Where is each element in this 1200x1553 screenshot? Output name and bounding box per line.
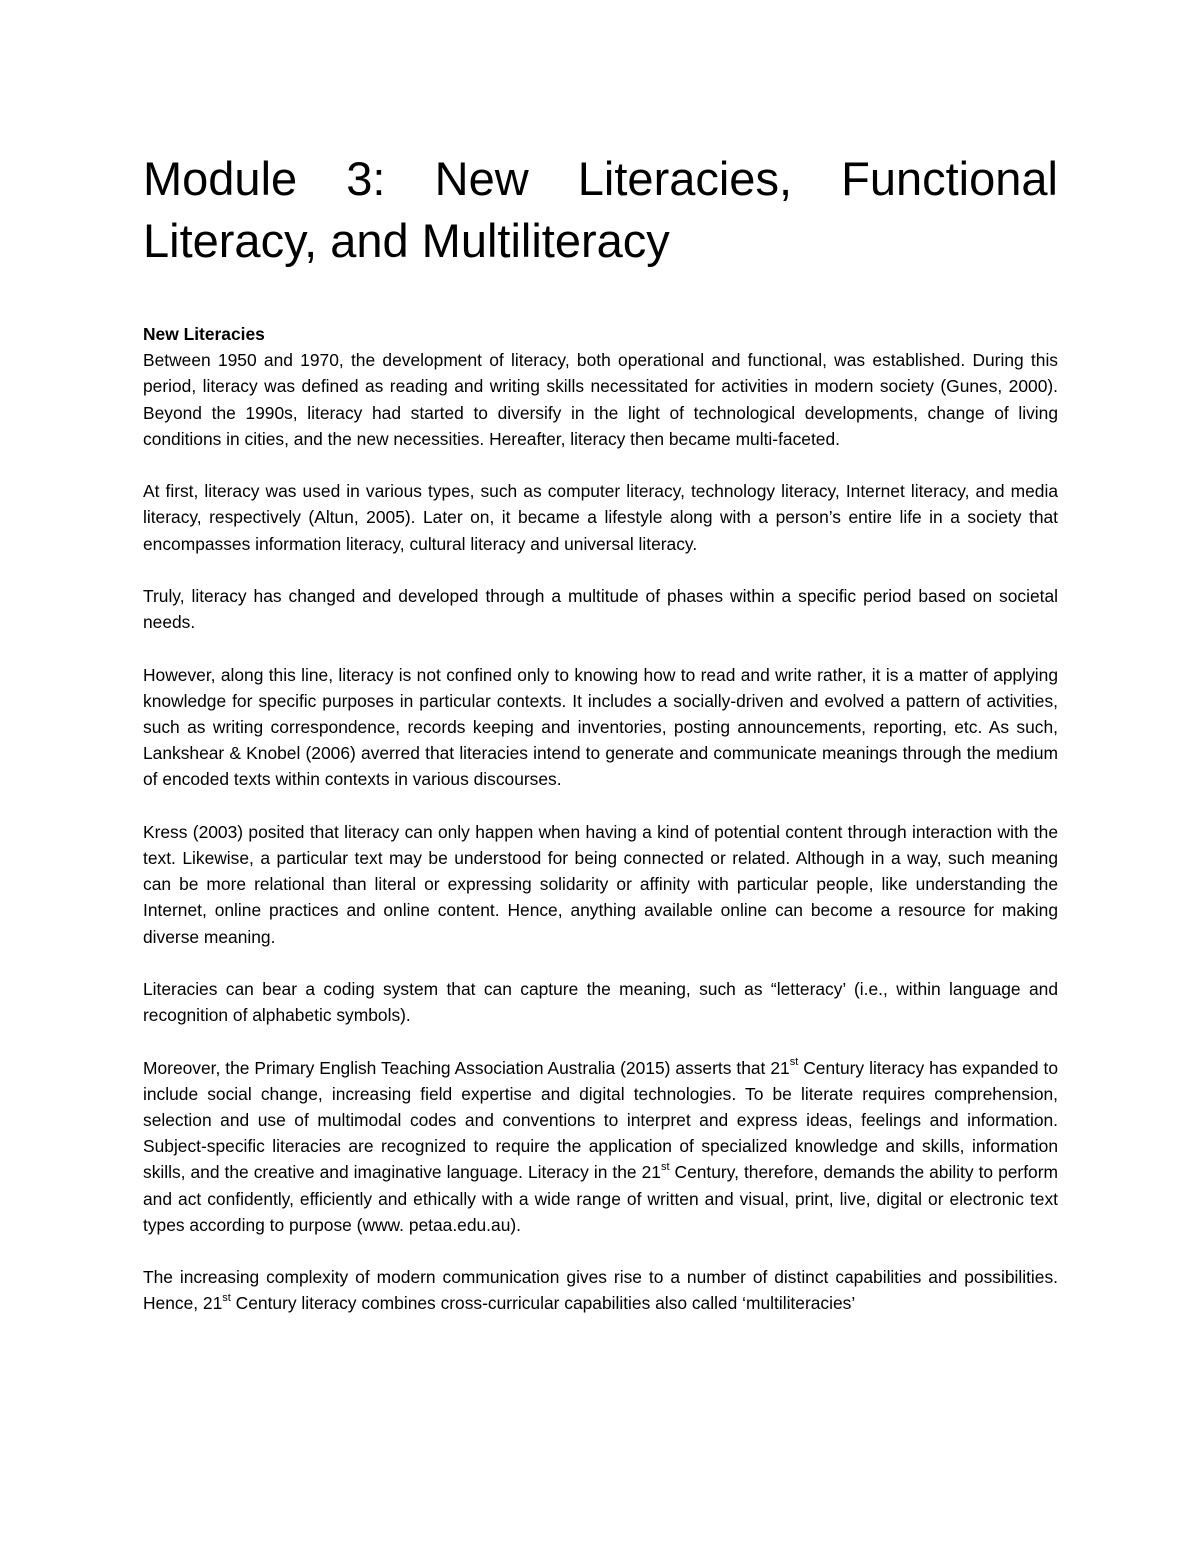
superscript-st: st — [660, 1160, 670, 1173]
superscript-st: st — [222, 1291, 231, 1304]
paragraph-8-part-a: The increasing complexity of modern communication gives rise to a number of distinct capabilities and possibilities. Hence, 21 — [143, 1267, 1058, 1314]
paragraph-2: At first, literacy was used in various types, such as computer literacy, technology literacy, Internet literacy, and media literacy, respectively (Altun, 2005). Later on, it became a lifestyle along with a person’s entire life in a society that encompasses information literacy, cultural literacy and universal literacy. — [143, 481, 1058, 554]
paragraph-7-part-a: Moreover, the Primary English Teaching Association Australia (2015) asserts that 21 — [143, 1057, 790, 1078]
superscript-st: st — [789, 1055, 799, 1068]
title-line-2: Literacy, and Multiliteracy — [143, 214, 670, 267]
document-body — [143, 321, 1058, 1343]
paragraph-6: Literacies can bear a coding system that can capture the meaning, such as “letteracy’ (i.e., within language and recognition of alphabetic symbols). — [143, 979, 1058, 1026]
page-title — [143, 148, 1058, 272]
paragraph-7-part-b: Century literacy has expanded to include social change, increasing field expertise and digital technologies. To be literate requires comprehension, selection and use of multimodal codes and conventions to interpret and express ideas, feelings and information. Subject-specific literacies are recognized to require the application of specialized knowledge and skills, information skills, and the creative and imaginative language. Literacy in the 21 — [143, 1057, 1058, 1183]
title-line-1: Module 3: New Literacies, Functional — [143, 152, 1058, 205]
paragraph-7 — [143, 1055, 1058, 1238]
paragraph-8-part-b: Century literacy combines cross-curricular capabilities also called ‘multiliteracies’ — [230, 1293, 856, 1314]
paragraph-1: Between 1950 and 1970, the development of literacy, both operational and functional, was established. During this period, literacy was defined as reading and writing skills necessitated for activities in modern society (Gunes, 2000). Beyond the 1990s, literacy had started to diversify in the light of technological developments, change of living conditions in cities, and the new necessities. Hereafter, literacy then became multi-faceted. — [143, 350, 1058, 449]
section-heading: New Literacies — [143, 324, 265, 344]
paragraph-4: However, along this line, literacy is not confined only to knowing how to read and write rather, it is a matter of applying knowledge for specific purposes in particular contexts. It includes a socially-driven and evolved a pattern of activities, such as writing correspondence, records keeping and inventories, posting announcements, reporting, etc. As such, Lankshear & Knobel (2006) averred that literacies intend to generate and communicate meanings through the medium of encoded texts within contexts in various discourses. — [143, 664, 1058, 790]
paragraph-8 — [143, 1264, 1058, 1316]
paragraph-7-part-c: Century, therefore, demands the ability to perform and act confidently, efficiently and ethically with a wide range of written and visual, print, live, digital or electronic text types according to purpose (www. petaa.edu.au). — [143, 1162, 1059, 1235]
paragraph-5: Kress (2003) posited that literacy can only happen when having a kind of potential content through interaction with the text. Likewise, a particular text may be understood for being connected or related. Although in a way, such meaning can be more relational than literal or expressing solidarity or affinity with particular people, like understanding the Internet, online practices and online content. Hence, anything available online can become a resource for making diverse meaning. — [143, 821, 1058, 947]
paragraph-3: Truly, literacy has changed and developed through a multitude of phases within a specific period based on societal needs. — [143, 586, 1058, 633]
